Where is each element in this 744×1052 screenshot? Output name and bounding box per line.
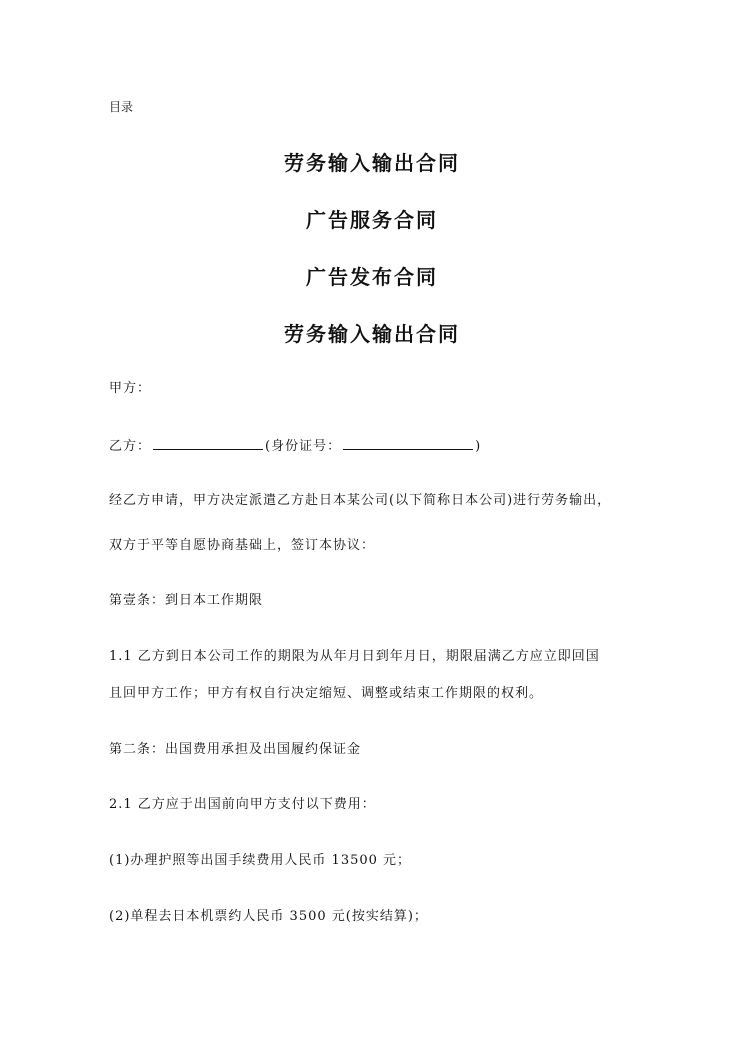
clause-2-1: 2.1 乙方应于出国前向甲方支付以下费用： [109,797,376,812]
document-title-4: 劳务输入输出合同 [284,322,460,346]
article-1-heading: 第壹条：到日本工作期限 [109,593,264,608]
party-b-id-label: (身份证号： [265,439,342,454]
clause-1-1-line-1: 1.1 乙方到日本公司工作的期限为从年月日到年月日，期限届满乙方应立即回国 [109,649,600,664]
toc-label: 目录 [109,100,134,114]
party-a-line: 甲方： [109,381,152,396]
article-2-heading: 第二条：出国费用承担及出国履约保证金 [109,742,362,757]
party-b-id-close: ) [475,439,482,454]
intro-paragraph-line-1: 经乙方申请，甲方决定派遣乙方赴日本某公司(以下简称日本公司)进行劳务输出， [109,493,612,508]
fee-item-1: (1)办理护照等出国手续费用人民币 13500 元； [109,853,412,868]
document-title-2: 广告服务合同 [306,208,438,232]
clause-1-1-line-2: 且回甲方工作；甲方有权自行决定缩短、调整或结束工作期限的权利。 [109,686,544,701]
fee-item-2: (2)单程去日本机票约人民币 3500 元(按实结算)； [109,909,428,924]
party-b-name-blank [153,436,263,450]
intro-paragraph-line-2: 双方于平等自愿协商基础上，签订本协议： [109,538,376,553]
party-b-label: 乙方： [109,439,152,454]
document-title-3: 广告发布合同 [306,265,438,289]
party-b-id-blank [343,436,473,450]
party-b-line [109,436,481,456]
document-title-1: 劳务输入输出合同 [284,151,460,175]
